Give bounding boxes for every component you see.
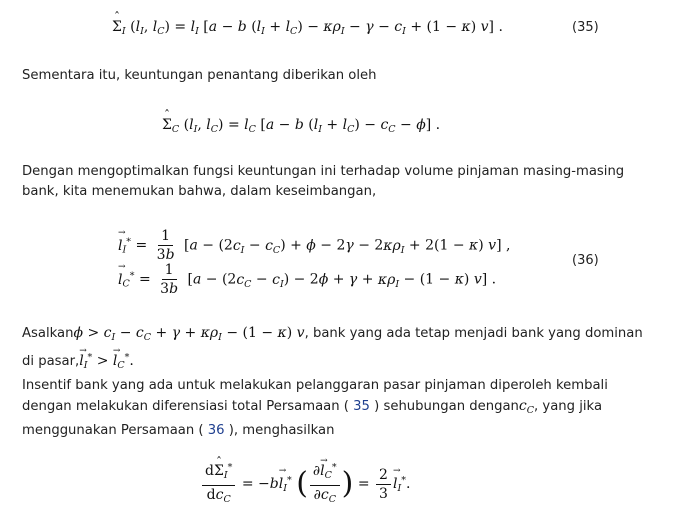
inline-math-condition: $\phi > c_I - c_C + \gamma + \kappa\rho_I - (1 - \kappa)$ v — [73, 325, 305, 343]
equation-derivative: $\frac{dˆ \Sigma_I^*}{dc_C}$ = $-b\to l_I^*$ ( $\frac{\partial\to l_C^*}{\partial c_C}$ ) = $\frac{2}{3}$ → $l_I^*$. — [200, 460, 410, 508]
inline-math-cc: $c_C$ — [518, 398, 535, 416]
paragraph-condition — [22, 323, 652, 376]
equation-36-line2: → $l_C^*$ = $\frac{1}{3b}$ [$a - (2c_C - c_I) - 2\phi + \gamma + \kappa\rho_I - (1 - \kappa)$ v] . — [118, 262, 496, 297]
equation-36-number: (36) — [572, 253, 599, 268]
equation-challenger-profit: ˆ $\Sigma_C$ ($l_I$, $l_C) = l_C$ [a − b $(l_I + l_C) - c_C - \phi$] . — [162, 117, 440, 135]
equation-36-link[interactable]: 36 — [207, 423, 225, 438]
inline-math-dominance: → $l_I^*$ > → $l_C^*$. — [79, 353, 134, 369]
incentive-text-1: Insentif bank yang ada untuk melakukan pelanggaran pasar pinjaman diperoleh kembali dengan melakukan diferensiasi total Persamaan ( — [22, 378, 608, 414]
condition-text: , bank yang ada tetap menjadi bank yang dominan di pasar, — [22, 326, 643, 369]
incentive-text-4: ), menghasilkan — [228, 423, 335, 438]
equation-35-link[interactable]: 35 — [353, 399, 370, 414]
pi-hat-symbol: ˆ Σ — [112, 19, 122, 35]
pi-hat-symbol: ˆ Σ — [162, 117, 172, 133]
equation-36-line1: → $l_I^*$ = $\frac{1}{3b}$ [$a - (2c_I - c_C) + \phi - 2\gamma - 2\kappa\rho_I + 2(1 - \kappa)$ v] , — [118, 228, 510, 263]
paragraph-optimization: Dengan mengoptimalkan fungsi keuntungan ini terhadap volume pinjaman masing-masing bank, kita menemukan bahwa, dalam keseimbangan, — [22, 164, 625, 199]
equation-35-number: (35) — [572, 20, 599, 35]
paragraph-incentive — [22, 376, 652, 441]
paragraph-challenger-profit: Sementara itu, keuntungan penantang diberikan oleh — [22, 68, 377, 83]
incentive-text-2: ) sehubungan dengan — [374, 399, 519, 414]
incentive-text-3: , yang jika menggunakan Persamaan ( — [22, 399, 603, 438]
equation-35: ˆ $\Sigma_I$ ($l_I$, $l_C) = l_I$ [a − b $(l_I + l_C) - \kappa\rho_I - \gamma - c_I + (1 - \kappa)$ v] . — [112, 19, 503, 37]
condition-lead: Asalkan — [22, 326, 74, 341]
